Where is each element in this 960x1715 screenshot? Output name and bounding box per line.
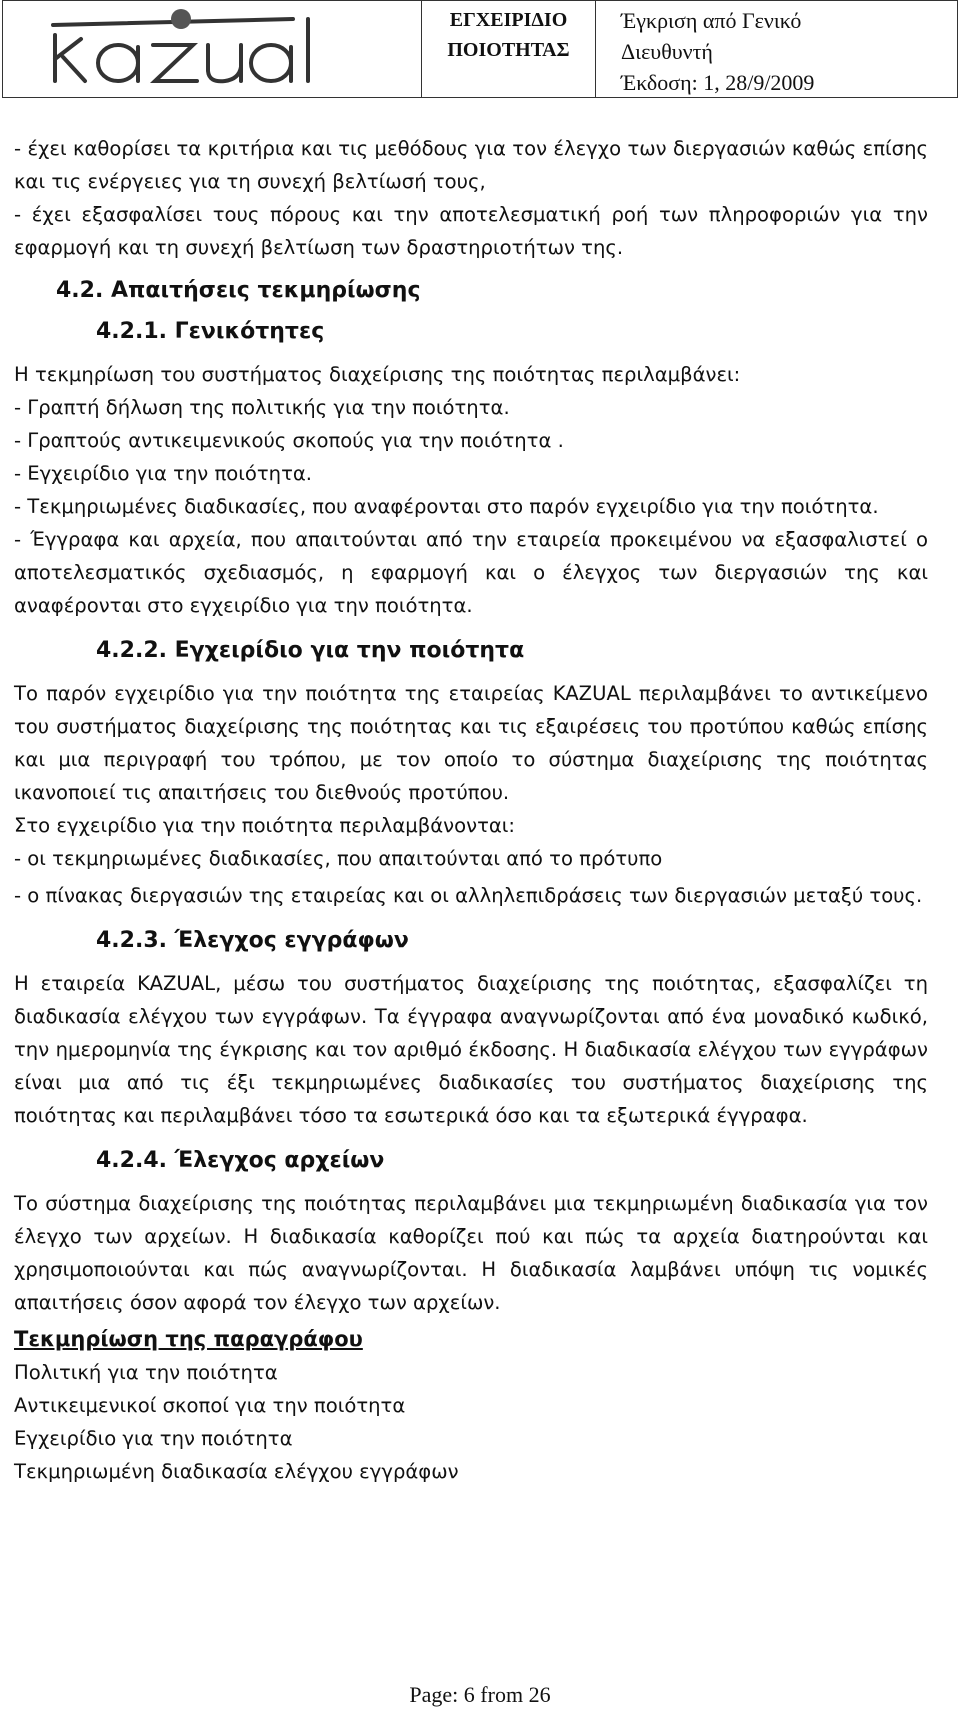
- approval-line1: Έγκριση από Γενικό: [621, 8, 802, 33]
- document-body: [14, 132, 928, 1488]
- s422-item: - οι τεκμηριωμένες διαδικασίες, που απαιτούνται από το πρότυπο: [14, 847, 663, 870]
- s424-paragraph: Το σύστημα διαχείρισης της ποιότητας περιλαμβάνει μια τεκμηριωμένη διαδικασία για τον έλεγχο των αρχείων. Η διαδικασία καθορίζει πού και πώς τα αρχεία διατηρούνται και χρησιμοποιούνται και πώς αναγνωρίζονται. Η διαδικασία λαμβάνει υπόψη τις νομικές απαιτήσεις όσον αφορά τον έλεγχο των αρχείων.: [14, 1192, 928, 1314]
- s421-item: - Γραπτούς αντικειμενικούς σκοπούς για την ποιότητα .: [14, 429, 564, 452]
- s421-lead: Η τεκμηρίωση του συστήματος διαχείρισης της ποιότητας περιλαμβάνει:: [14, 363, 741, 386]
- section-heading-4-2: 4.2. Απαιτήσεις τεκμηρίωσης: [56, 278, 421, 303]
- documentation-item: Τεκμηριωμένη διαδικασία ελέγχου εγγράφων: [14, 1460, 459, 1483]
- documentation-item: Εγχειρίδιο για την ποιότητα: [14, 1427, 293, 1450]
- subsection-heading-4-2-3: 4.2.3. Έλεγχος εγγράφων: [96, 928, 409, 953]
- page-footer: [0, 1682, 960, 1708]
- document-title: [422, 1, 596, 97]
- document-title-line2: ΠΟΙΟΤΗΤΑΣ: [447, 39, 570, 61]
- company-logo-cell: [3, 1, 422, 97]
- s421-item: - Τεκμηριωμένες διαδικασίες, που αναφέρονται στο παρόν εγχειρίδιο για την ποιότητα.: [14, 495, 879, 518]
- subsection-heading-4-2-2: 4.2.2. Εγχειρίδιο για την ποιότητα: [96, 638, 525, 663]
- edition-info: Έκδοση: 1, 28/9/2009: [621, 70, 815, 95]
- documentation-heading: Τεκμηρίωση της παραγράφου: [14, 1327, 363, 1351]
- s423-paragraph: Η εταιρεία KAZUAL, μέσω του συστήματος διαχείρισης της ποιότητας, εξασφαλίζει τη διαδικασία ελέγχου των εγγράφων. Τα έγγραφα αναγνωρίζονται από ένα μοναδικό κωδικό, την ημερομηνία της έγκρισης και τον αριθμό έκδοσης. Η διαδικασία ελέγχου των εγγράφων είναι μια από τις έξι τεκμηριωμένες διαδικασίες του συστήματος διαχείρισης της ποιότητας και περιλαμβάνει τόσο τα εσωτερικά όσο και τα εξωτερικά έγγραφα.: [14, 972, 928, 1127]
- subsection-heading-4-2-1: 4.2.1. Γενικότητες: [96, 319, 325, 344]
- document-header: [2, 0, 958, 98]
- s421-item: - Γραπτή δήλωση της πολιτικής για την ποιότητα.: [14, 396, 510, 419]
- s421-item: - Εγχειρίδιο για την ποιότητα.: [14, 462, 313, 485]
- documentation-item: Αντικειμενικοί σκοποί για την ποιότητα: [14, 1394, 406, 1417]
- intro-item-2: - έχει εξασφαλίσει τους πόρους και την αποτελεσματική ροή των πληροφοριών για την εφαρμογή και τη συνεχή βελτίωση των δραστηριοτήτων της.: [14, 203, 928, 259]
- s422-item: - ο πίνακας διεργασιών της εταιρείας και οι αλληλεπιδράσεις των διεργασιών μεταξύ τους.: [14, 884, 923, 907]
- s421-item: - Έγγραφα και αρχεία, που απαιτούνται από την εταιρεία προκειμένου να εξασφαλιστεί ο αποτελεσματικός σχεδιασμός, η εφαρμογή και ο έλεγχος των διεργασιών της και αναφέρονται στο εγχειρίδιο για την ποιότητα.: [14, 528, 928, 617]
- s422-lead: Στο εγχειρίδιο για την ποιότητα περιλαμβάνονται:: [14, 814, 516, 837]
- kazual-logo: [3, 1, 421, 97]
- intro-item-1: - έχει καθορίσει τα κριτήρια και τις μεθόδους για τον έλεγχο των διεργασιών καθώς επίσης και τις ενέργειες για τη συνεχή βελτίωσή τους,: [14, 137, 928, 193]
- page-number: Page: 6 from 26: [409, 1682, 551, 1707]
- documentation-item: Πολιτική για την ποιότητα: [14, 1361, 278, 1384]
- approval-info: [596, 1, 957, 97]
- s422-paragraph: Το παρόν εγχειρίδιο για την ποιότητα της εταιρείας KAZUAL περιλαμβάνει το αντικείμενο του συστήματος διαχείρισης της ποιότητας και τις εξαιρέσεις του προτύπου καθώς επίσης και μια περιγραφή του τρόπου, με τον οποίο το σύστημα διαχείρισης της ποιότητας ικανοποιεί τις απαιτήσεις του διεθνούς προτύπου.: [14, 682, 928, 804]
- document-title-line1: ΕΓΧΕΙΡΙΔΙΟ: [449, 9, 568, 31]
- subsection-heading-4-2-4: 4.2.4. Έλεγχος αρχείων: [96, 1148, 385, 1173]
- approval-line2: Διευθυντή: [621, 39, 713, 64]
